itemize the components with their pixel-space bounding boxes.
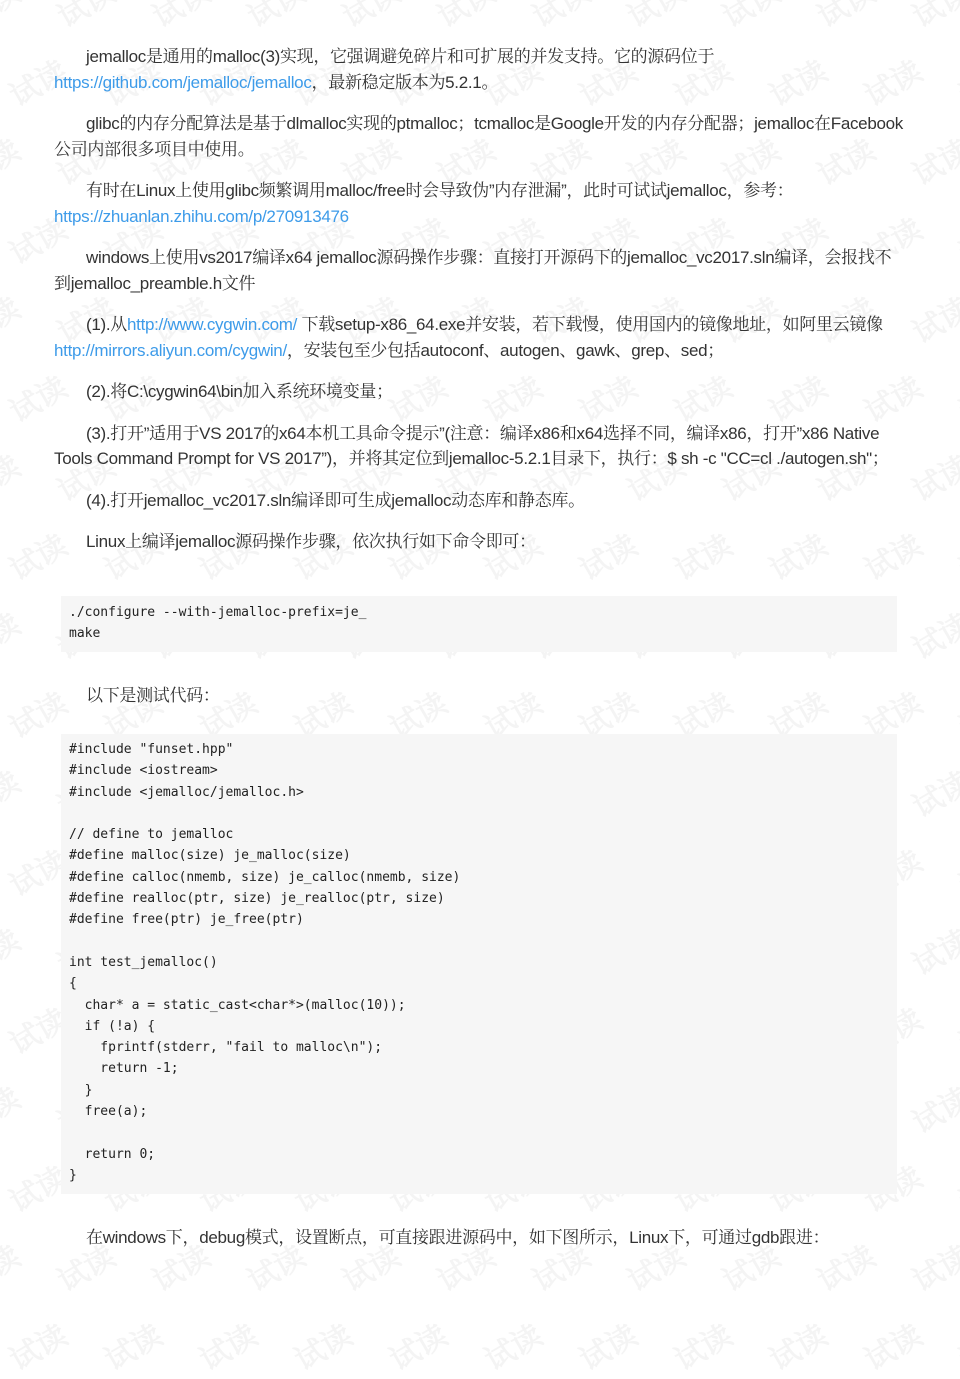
watermark-text bbox=[190, 1311, 264, 1379]
zhihu-link[interactable]: https://zhuanlan.zhihu.com/p/270913476 bbox=[54, 206, 349, 226]
watermark-text bbox=[903, 600, 960, 668]
watermark-text bbox=[903, 916, 960, 984]
watermark-text bbox=[903, 1074, 960, 1142]
watermark-text bbox=[475, 1311, 549, 1379]
watermark-text bbox=[0, 1074, 27, 1142]
text: ，最新稳定版本为5.2.1。 bbox=[311, 72, 499, 92]
paragraph-linux-leak bbox=[54, 178, 906, 229]
text: 有时在Linux上使用glibc频繁调用malloc/free时会导致伪”内存泄漏”，此时可试试jemalloc，参考： bbox=[86, 181, 794, 200]
watermark-text bbox=[903, 758, 960, 826]
watermark-text bbox=[713, 0, 787, 36]
watermark-text bbox=[808, 0, 882, 36]
cygwin-link[interactable]: http://www.cygwin.com/ bbox=[127, 315, 298, 334]
watermark-text bbox=[0, 916, 27, 984]
watermark-text bbox=[0, 758, 27, 826]
watermark-text bbox=[95, 1311, 169, 1379]
code-block-configure: ./configure --with-jemalloc-prefix=je_ make bbox=[61, 596, 897, 652]
watermark-text bbox=[380, 1311, 454, 1379]
watermark-text bbox=[0, 126, 27, 194]
watermark-text bbox=[950, 1153, 960, 1221]
watermark-text bbox=[903, 1232, 960, 1300]
watermark-text bbox=[570, 1311, 644, 1379]
paragraph-step3: (3).打开”适用于VS 2017的x64本机工具命令提示”(注意：编译x86和x64选择不同，编译x86，打开”x86 Native Tools Command Prompt for VS 2017”)，并将其定位到jemalloc-5.2.1目录下，执行：$ sh -c "CC=cl ./autogen.sh"； bbox=[54, 423, 889, 468]
watermark-text bbox=[523, 0, 597, 36]
watermark-text bbox=[333, 0, 407, 36]
paragraph-intro bbox=[54, 44, 906, 95]
watermark-text bbox=[950, 679, 960, 747]
paragraph-glibc: glibc的内存分配算法是基于dlmalloc实现的ptmalloc；tcmalloc是Google开发的内存分配器；jemalloc在Facebook公司内部很多项目中使用。 bbox=[54, 114, 903, 159]
paragraph-debug: 在windows下，debug模式，设置断点，可直接跟进源码中，如下图所示，Linux下，可通过gdb跟进： bbox=[86, 1228, 830, 1247]
watermark-text bbox=[0, 442, 27, 510]
watermark-text bbox=[238, 0, 312, 36]
watermark-text bbox=[0, 1311, 74, 1379]
paragraph-step4: (4).打开jemalloc_vc2017.sln编译即可生成jemalloc动态库和静态库。 bbox=[86, 490, 585, 510]
document-body bbox=[54, 44, 906, 571]
watermark-text bbox=[428, 0, 502, 36]
watermark-text bbox=[0, 1232, 27, 1300]
watermark-text bbox=[950, 363, 960, 431]
aliyun-mirror-link[interactable]: http://mirrors.aliyun.com/cygwin/ bbox=[54, 340, 287, 360]
text: 下载setup-x86_64.exe并安装，若下载慢，使用国内的镜像地址，如阿里云镜像 bbox=[297, 315, 883, 334]
watermark-text bbox=[665, 1311, 739, 1379]
watermark-text bbox=[950, 521, 960, 589]
paragraph-test-code: 以下是测试代码： bbox=[86, 686, 220, 705]
paragraph-linux-build: Linux上编译jemalloc源码操作步骤，依次执行如下命令即可： bbox=[86, 532, 536, 551]
watermark-text bbox=[0, 284, 27, 352]
watermark-text bbox=[618, 0, 692, 36]
watermark-text bbox=[143, 0, 217, 36]
watermark-text bbox=[950, 1311, 960, 1379]
paragraph-windows: windows上使用vs2017编译x64 jemalloc源码操作步骤：直接打开源码下的jemalloc_vc2017.sln编译，会报找不到jemalloc_preamble.h文件 bbox=[54, 248, 892, 293]
code-block-test: #include "funset.hpp" #include <iostream> #include <jemalloc/jemalloc.h> // define to jemalloc #define malloc(size) je_malloc(size) #define calloc(nmemb, size) je_calloc(nmemb, size) #define realloc(ptr, size) je_realloc(ptr, size) #define free(ptr) je_free(ptr) int test_jemalloc() { char* a = static_cast<char*>(malloc(10)); if (!a) { fprintf(stderr, "fail to malloc\n"); return -1; } free(a); return 0; } bbox=[61, 734, 897, 1194]
watermark-text bbox=[950, 837, 960, 905]
github-link[interactable]: https://github.com/jemalloc/jemalloc bbox=[54, 72, 312, 92]
text: ，安装包至少包括autoconf、autogen、gawk、grep、sed； bbox=[286, 340, 724, 360]
paragraph-step2: (2).将C:\cygwin64\bin加入系统环境变量； bbox=[86, 382, 393, 401]
watermark-text bbox=[855, 1311, 929, 1379]
watermark-text bbox=[950, 995, 960, 1063]
watermark-text bbox=[903, 0, 960, 36]
watermark-text bbox=[950, 205, 960, 273]
text: jemalloc是通用的malloc(3)实现，它强调避免碎片和可扩展的并发支持。它的源码位于 bbox=[86, 47, 715, 66]
watermark-text bbox=[0, 0, 27, 36]
watermark-text bbox=[0, 600, 27, 668]
watermark-text bbox=[760, 1311, 834, 1379]
text: (1).从 bbox=[86, 315, 128, 334]
watermark-text bbox=[903, 284, 960, 352]
watermark-text bbox=[285, 1311, 359, 1379]
watermark-text bbox=[950, 47, 960, 115]
watermark-text bbox=[903, 126, 960, 194]
watermark-text bbox=[903, 442, 960, 510]
watermark-text bbox=[48, 0, 122, 36]
paragraph-step1 bbox=[54, 312, 906, 363]
